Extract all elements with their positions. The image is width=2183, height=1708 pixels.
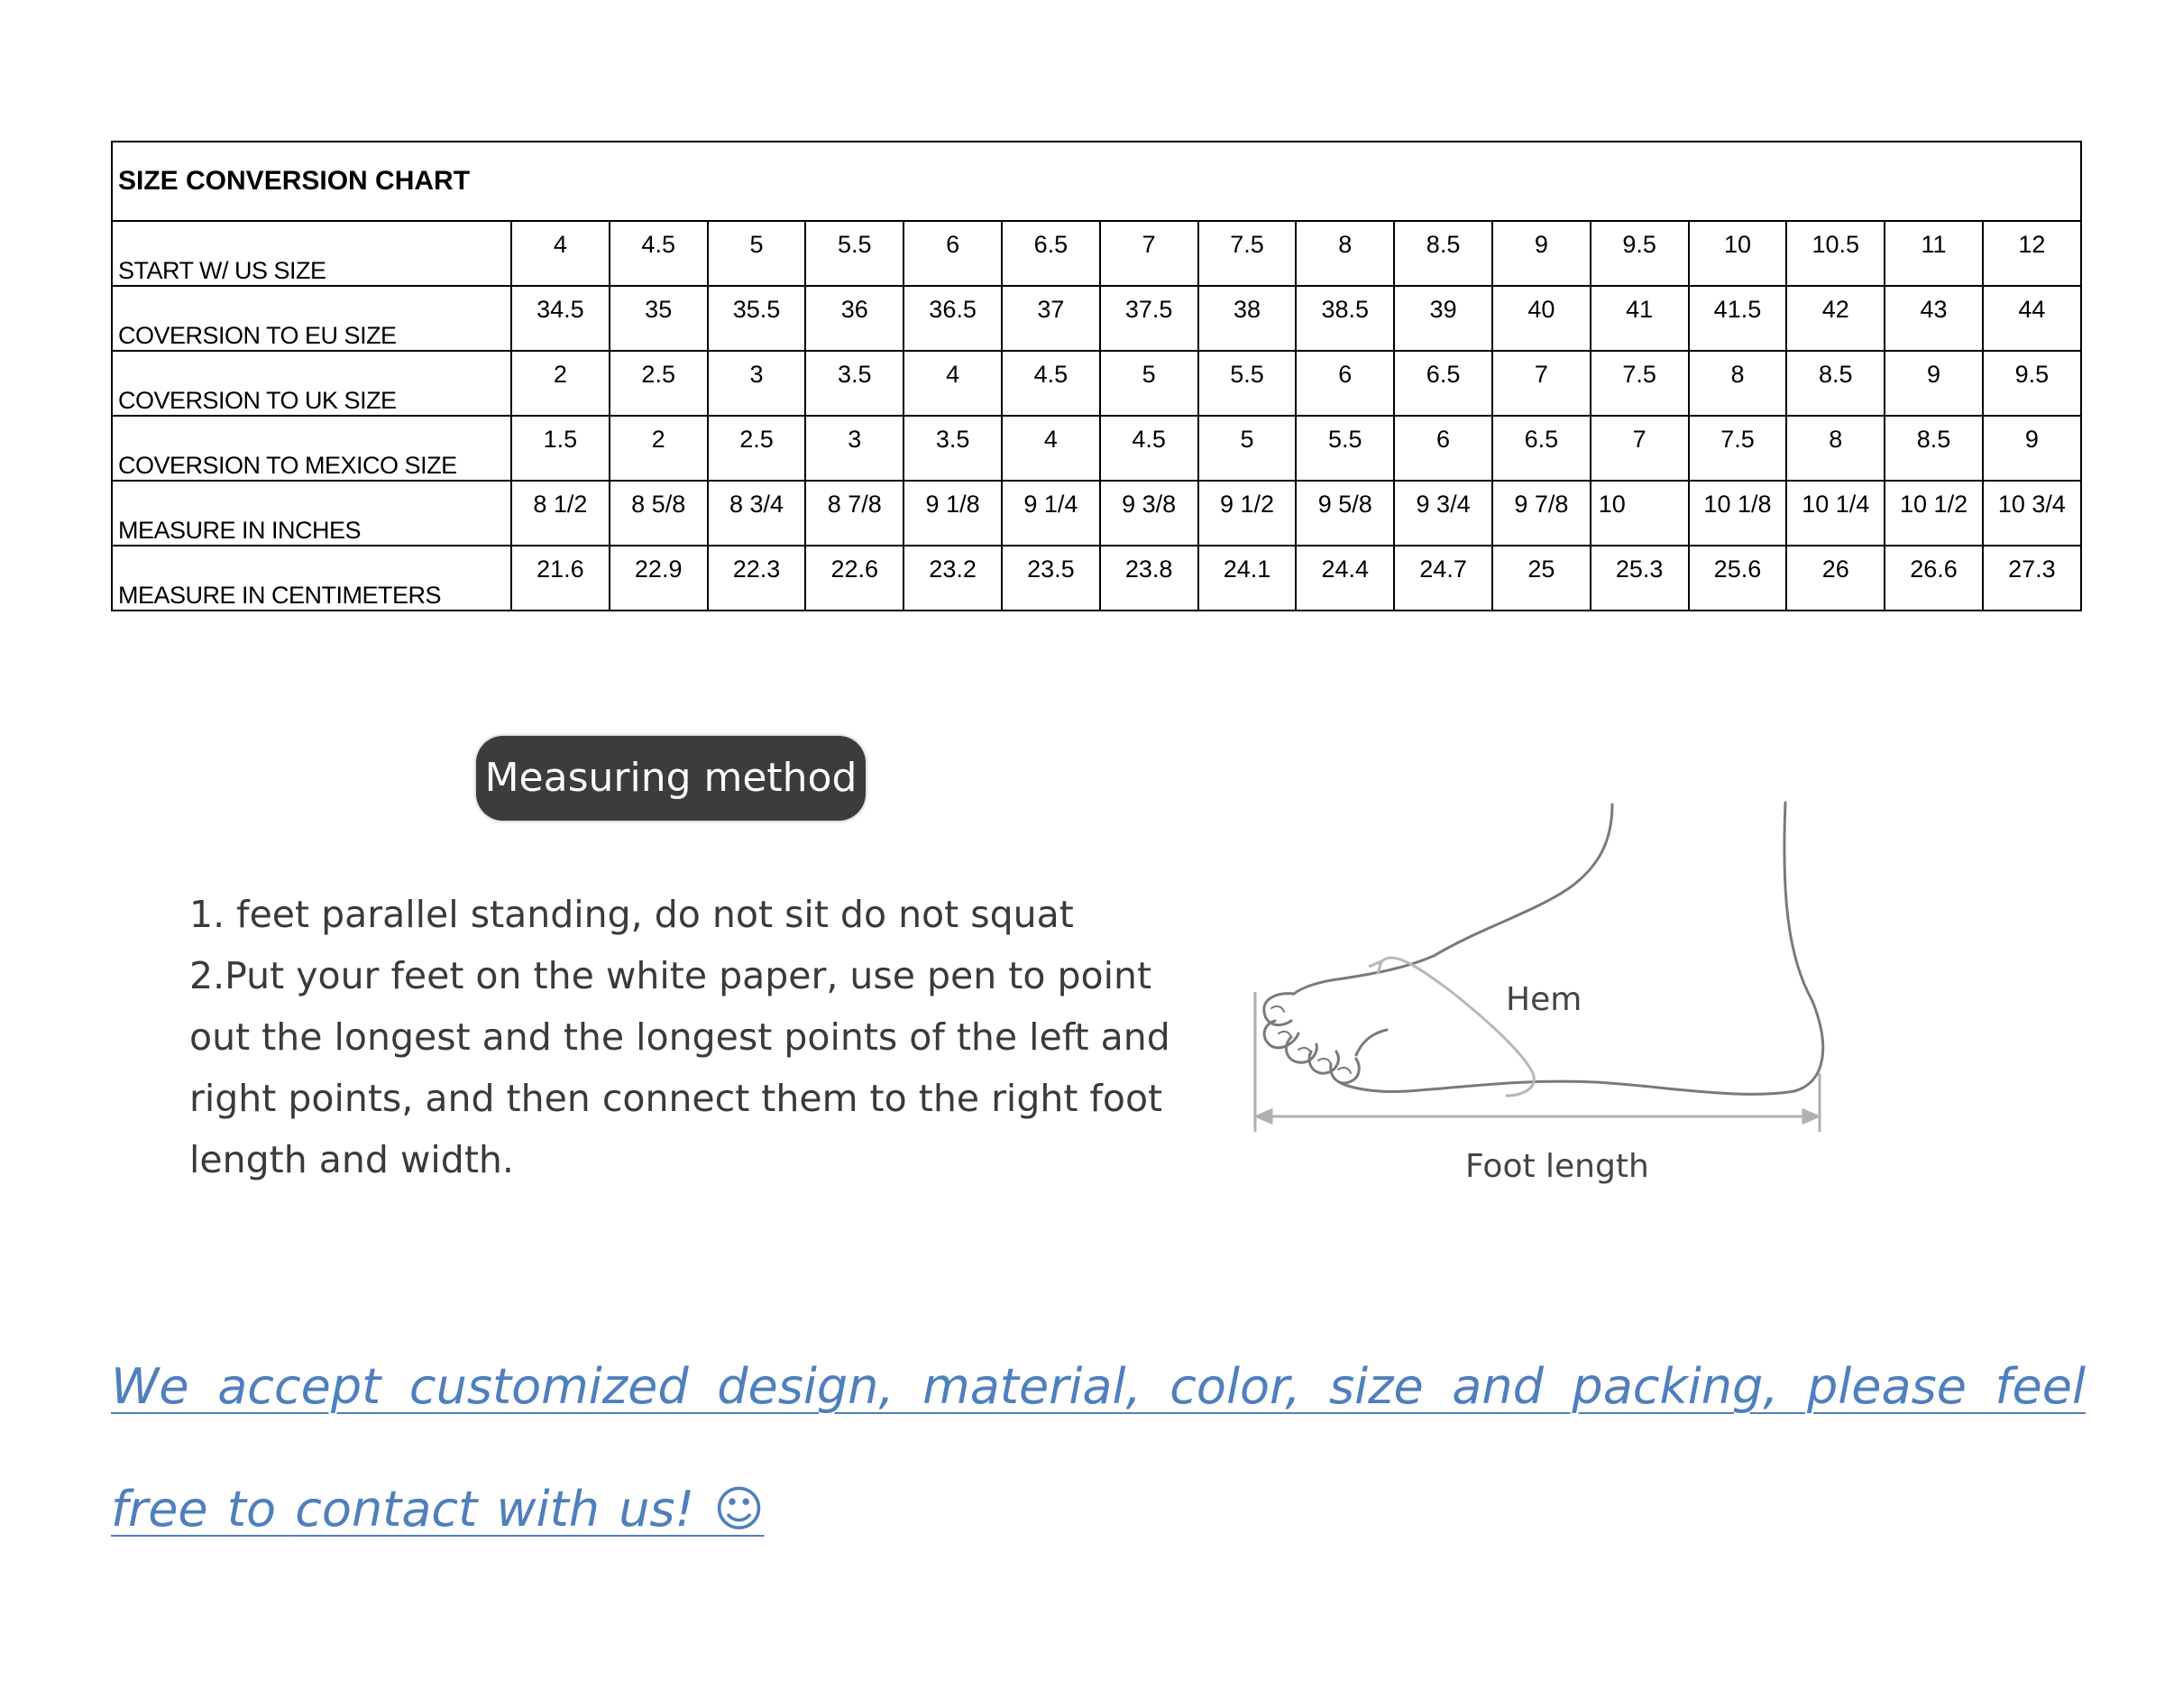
- table-cell: 8: [1689, 351, 1787, 416]
- table-cell: 25.3: [1591, 546, 1689, 611]
- table-cell: 3: [805, 416, 903, 481]
- table-cell: 25: [1492, 546, 1591, 611]
- table-cell: 9 1/2: [1198, 481, 1297, 546]
- table-cell: 22.6: [805, 546, 903, 611]
- table-cell: 41.5: [1689, 286, 1787, 351]
- table-cell: 39: [1394, 286, 1492, 351]
- row-label: MEASURE IN CENTIMETERS: [112, 546, 511, 611]
- table-cell: 9 5/8: [1296, 481, 1394, 546]
- row-label: START W/ US SIZE: [112, 221, 511, 286]
- table-cell: 5.5: [805, 221, 903, 286]
- table-cell: 7: [1100, 221, 1198, 286]
- table-cell: 21.6: [511, 546, 610, 611]
- table-cell: 8 3/4: [708, 481, 806, 546]
- table-row: [112, 286, 2081, 351]
- table-cell: 8: [1786, 416, 1885, 481]
- table-cell: 40: [1492, 286, 1591, 351]
- step-line: 1. feet parallel standing, do not sit do not squat: [189, 893, 1074, 936]
- table-cell: 10 1/2: [1885, 481, 1983, 546]
- table-cell: 8: [1296, 221, 1394, 286]
- table-cell: 26.6: [1885, 546, 1983, 611]
- table-cell: 6.5: [1394, 351, 1492, 416]
- size-conversion-table: [111, 141, 2082, 611]
- table-cell: 7.5: [1198, 221, 1297, 286]
- footer-line-1[interactable]: We accept customized design, material, color, size and packing, please feel free to: [111, 1358, 2086, 1538]
- table-cell: 4: [511, 221, 610, 286]
- table-cell: 2: [610, 416, 708, 481]
- table-row: [112, 351, 2081, 416]
- table-cell: 37: [1002, 286, 1100, 351]
- table-cell: 8.5: [1885, 416, 1983, 481]
- table-cell: 5.5: [1198, 351, 1297, 416]
- table-cell: 9 1/8: [903, 481, 1002, 546]
- custom-design-contact-link[interactable]: [111, 1326, 2086, 1571]
- table-cell: 9 1/4: [1002, 481, 1100, 546]
- measuring-steps: [189, 884, 1199, 1190]
- table-cell: 24.7: [1394, 546, 1492, 611]
- table-cell: 2.5: [708, 416, 806, 481]
- table-cell: 6: [903, 221, 1002, 286]
- table-cell: 9: [1492, 221, 1591, 286]
- table-cell: 10.5: [1786, 221, 1885, 286]
- table-cell: 10: [1591, 481, 1689, 546]
- table-cell: 9: [1983, 416, 2081, 481]
- table-cell: 4: [903, 351, 1002, 416]
- table-cell: 22.9: [610, 546, 708, 611]
- table-cell: 3.5: [903, 416, 1002, 481]
- table-cell: 9: [1885, 351, 1983, 416]
- table-cell: 8 5/8: [610, 481, 708, 546]
- table-cell: 43: [1885, 286, 1983, 351]
- table-cell: 9 3/8: [1100, 481, 1198, 546]
- table-cell: 24.4: [1296, 546, 1394, 611]
- table-cell: 44: [1983, 286, 2081, 351]
- table-cell: 6.5: [1492, 416, 1591, 481]
- table-cell: 12: [1983, 221, 2081, 286]
- table-cell: 22.3: [708, 546, 806, 611]
- table-cell: 7: [1492, 351, 1591, 416]
- table-cell: 8.5: [1394, 221, 1492, 286]
- table-cell: 24.1: [1198, 546, 1297, 611]
- foot-diagram: [1235, 785, 1857, 1199]
- table-cell: 26: [1786, 546, 1885, 611]
- table-cell: 10 1/8: [1689, 481, 1787, 546]
- table-cell: 8.5: [1786, 351, 1885, 416]
- foot-length-label: Foot length: [1465, 1148, 1649, 1185]
- table-cell: 8 7/8: [805, 481, 903, 546]
- table-cell: 7.5: [1591, 351, 1689, 416]
- table-cell: 6.5: [1002, 221, 1100, 286]
- step-line: length and width.: [189, 1138, 514, 1181]
- table-cell: 23.5: [1002, 546, 1100, 611]
- table-cell: 5: [1100, 351, 1198, 416]
- table-cell: 38.5: [1296, 286, 1394, 351]
- hem-curve: [1369, 958, 1534, 1096]
- table-cell: 4.5: [1002, 351, 1100, 416]
- foot-outline-icon: [1264, 803, 1823, 1094]
- table-cell: 3.5: [805, 351, 903, 416]
- table-title-row: [112, 142, 2081, 221]
- table-cell: 6: [1296, 351, 1394, 416]
- table-cell: 5.5: [1296, 416, 1394, 481]
- table-cell: 36: [805, 286, 903, 351]
- table-cell: 4.5: [1100, 416, 1198, 481]
- table-cell: 5: [1198, 416, 1297, 481]
- table-cell: 5: [708, 221, 806, 286]
- table-cell: 10 1/4: [1786, 481, 1885, 546]
- table-cell: 35: [610, 286, 708, 351]
- table-row: [112, 416, 2081, 481]
- table-cell: 42: [1786, 286, 1885, 351]
- measuring-method-badge: Measuring method: [476, 736, 866, 821]
- table-cell: 23.8: [1100, 546, 1198, 611]
- table-cell: 9 7/8: [1492, 481, 1591, 546]
- row-label: COVERSION TO UK SIZE: [112, 351, 511, 416]
- table-cell: 9.5: [1983, 351, 2081, 416]
- table-cell: 6: [1394, 416, 1492, 481]
- table-cell: 35.5: [708, 286, 806, 351]
- table-cell: 23.2: [903, 546, 1002, 611]
- hem-label: Hem: [1506, 981, 1582, 1018]
- table-cell: 7.5: [1689, 416, 1787, 481]
- table-cell: 4: [1002, 416, 1100, 481]
- table-cell: 41: [1591, 286, 1689, 351]
- footer-line-2[interactable]: contact with us! ☺: [295, 1481, 765, 1538]
- table-cell: 7: [1591, 416, 1689, 481]
- table-cell: 34.5: [511, 286, 610, 351]
- row-label: COVERSION TO EU SIZE: [112, 286, 511, 351]
- table-cell: 9.5: [1591, 221, 1689, 286]
- table-cell: 9 3/4: [1394, 481, 1492, 546]
- step-line: 2.Put your feet on the white paper, use pen to point: [189, 954, 1152, 997]
- table-cell: 2: [511, 351, 610, 416]
- table-cell: 10 3/4: [1983, 481, 2081, 546]
- table-cell: 36.5: [903, 286, 1002, 351]
- table-row: [112, 481, 2081, 546]
- table-title: SIZE CONVERSION CHART: [112, 142, 2081, 221]
- table-cell: 8 1/2: [511, 481, 610, 546]
- table-row: [112, 546, 2081, 611]
- table-cell: 4.5: [610, 221, 708, 286]
- table-cell: 37.5: [1100, 286, 1198, 351]
- step-line: right points, and then connect them to the right foot: [189, 1077, 1163, 1120]
- row-label: MEASURE IN INCHES: [112, 481, 511, 546]
- row-label: COVERSION TO MEXICO SIZE: [112, 416, 511, 481]
- table-cell: 38: [1198, 286, 1297, 351]
- table-cell: 2.5: [610, 351, 708, 416]
- table-row: [112, 221, 2081, 286]
- table-cell: 10: [1689, 221, 1787, 286]
- table-cell: 25.6: [1689, 546, 1787, 611]
- table-cell: 1.5: [511, 416, 610, 481]
- table-cell: 27.3: [1983, 546, 2081, 611]
- step-line: out the longest and the longest points of the left and: [189, 1015, 1170, 1059]
- table-cell: 11: [1885, 221, 1983, 286]
- table-cell: 3: [708, 351, 806, 416]
